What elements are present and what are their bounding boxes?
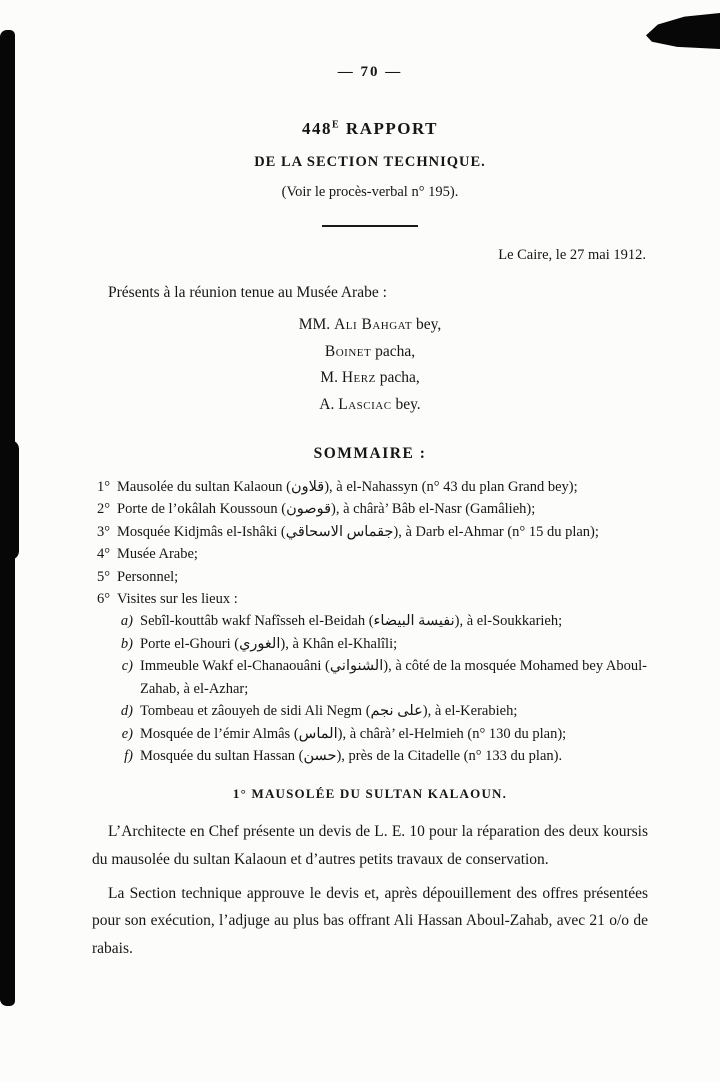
item-text: Personnel; bbox=[117, 568, 179, 585]
attendee-name: Ali Bahgat bbox=[334, 316, 413, 333]
attendee-line bbox=[92, 365, 648, 392]
item-text: Mosquée Kidjmâs el-Ishâki (جقماس الاسحاقي), à Darb el-Ahmar (n° 15 du plan); bbox=[117, 523, 599, 540]
report-title bbox=[92, 119, 648, 139]
attendee-name: Herz bbox=[341, 369, 376, 387]
subitem-text: Sebîl-kouttâb wakf Nafîsseh el-Beidah (نفيسة البيضاء), à el-Soukkarieh; bbox=[140, 613, 563, 630]
sommaire-heading: SOMMAIRE : bbox=[313, 444, 427, 462]
attendee-name: Boinet bbox=[324, 342, 372, 360]
subitem-text: Mosquée du sultan Hassan (حسن), près de la Citadelle (n° 133 du plan). bbox=[140, 748, 563, 765]
sommaire-item bbox=[92, 588, 648, 610]
attendee-suffix: bey. bbox=[391, 395, 421, 413]
section-heading-marker: 1° bbox=[232, 785, 248, 801]
sommaire-subitem bbox=[119, 745, 648, 767]
divider-rule bbox=[322, 225, 418, 227]
subitem-text: Porte el-Ghouri (الغوري), à Khân el-Khalîli; bbox=[140, 635, 398, 652]
subitem-text: Mosquée de l’émir Almâs (الماس), à chârà’ el-Helmieh (n° 130 du plan); bbox=[140, 725, 567, 742]
section-heading bbox=[92, 786, 648, 802]
subitem-marker: d) bbox=[120, 703, 133, 720]
attendee-line bbox=[92, 392, 648, 419]
presence-line: Présents à la réunion tenue au Musée Arabe : bbox=[108, 284, 387, 301]
attendee-suffix: pacha, bbox=[371, 342, 416, 360]
item-text: Visites sur les lieux : bbox=[117, 590, 238, 607]
page-number: — 70 — bbox=[337, 64, 403, 80]
subitem-marker: f) bbox=[124, 748, 133, 765]
attendee-prefix: MM. bbox=[298, 316, 335, 333]
sommaire-item bbox=[92, 566, 648, 588]
paragraph: La Section technique approuve le devis et, après dépouillement des offres présentées pour son exécution, l’adjuge au plus bas offrant Ali Hassan Aboul-Zahab, avec 21 o/o de rabais. bbox=[92, 884, 648, 958]
report-title-exponent: E bbox=[332, 119, 341, 131]
sommaire-item bbox=[92, 543, 648, 565]
item-marker: 3° bbox=[96, 523, 110, 540]
sommaire-item bbox=[92, 498, 648, 520]
sommaire-subitem bbox=[119, 723, 648, 745]
sommaire-subitem bbox=[119, 700, 648, 722]
attendee-prefix: A. bbox=[319, 395, 339, 413]
subitem-marker: c) bbox=[121, 658, 133, 675]
paragraph: L’Architecte en Chef présente un devis de L. E. 10 pour la réparation des deux koursis du mausolée du sultan Kalaoun et d’autres petits travaux de conservation. bbox=[92, 822, 648, 868]
subitem-marker: e) bbox=[121, 725, 133, 742]
attendee-suffix: bey, bbox=[412, 316, 442, 333]
item-marker: 5° bbox=[96, 568, 110, 585]
attendees-list bbox=[92, 312, 648, 419]
sommaire-list bbox=[92, 476, 648, 768]
sommaire-subitem bbox=[119, 610, 648, 632]
item-marker: 2° bbox=[96, 501, 110, 518]
sommaire-item bbox=[92, 476, 648, 498]
attendee-prefix: M. bbox=[320, 369, 342, 387]
item-text: Porte de l’okâlah Koussoun (قوصون), à chârà’ Bâb el-Nasr (Gamâlieh); bbox=[117, 501, 536, 518]
sommaire-item bbox=[92, 521, 648, 543]
sommaire-subitem bbox=[119, 633, 648, 655]
report-title-word: RAPPORT bbox=[340, 119, 438, 138]
item-text: Mausolée du sultan Kalaoun (قلاون), à el-Nahassyn (n° 43 du plan Grand bey); bbox=[117, 478, 578, 495]
subitem-marker: a) bbox=[120, 613, 133, 630]
attendee-line bbox=[92, 312, 648, 339]
subitem-text: Tombeau et zâouyeh de sidi Ali Negm (على نجم), à el-Kerabieh; bbox=[140, 703, 518, 720]
report-title-number: 448 bbox=[302, 119, 332, 138]
report-reference: (Voir le procès-verbal n° 195). bbox=[281, 184, 459, 200]
section-heading-text: MAUSOLÉE DU SULTAN KALAOUN. bbox=[251, 785, 508, 801]
dateline: Le Caire, le 27 mai 1912. bbox=[498, 247, 646, 263]
attendee-name: Lasciac bbox=[338, 395, 392, 413]
item-text: Musée Arabe; bbox=[117, 546, 198, 563]
item-marker: 6° bbox=[96, 590, 110, 607]
subitem-marker: b) bbox=[120, 635, 133, 652]
attendee-suffix: pacha, bbox=[375, 369, 420, 387]
item-marker: 4° bbox=[96, 546, 110, 563]
subitem-text: Immeuble Wakf el-Chanaouâni (الشنواني), à côté de la mosquée Mohamed bey Aboul-Zahab, à el-Azhar; bbox=[140, 658, 647, 697]
sommaire-subitem bbox=[119, 655, 648, 700]
attendee-line bbox=[92, 339, 648, 366]
report-subtitle: DE LA SECTION TECHNIQUE. bbox=[254, 154, 486, 170]
item-marker: 1° bbox=[96, 478, 110, 495]
